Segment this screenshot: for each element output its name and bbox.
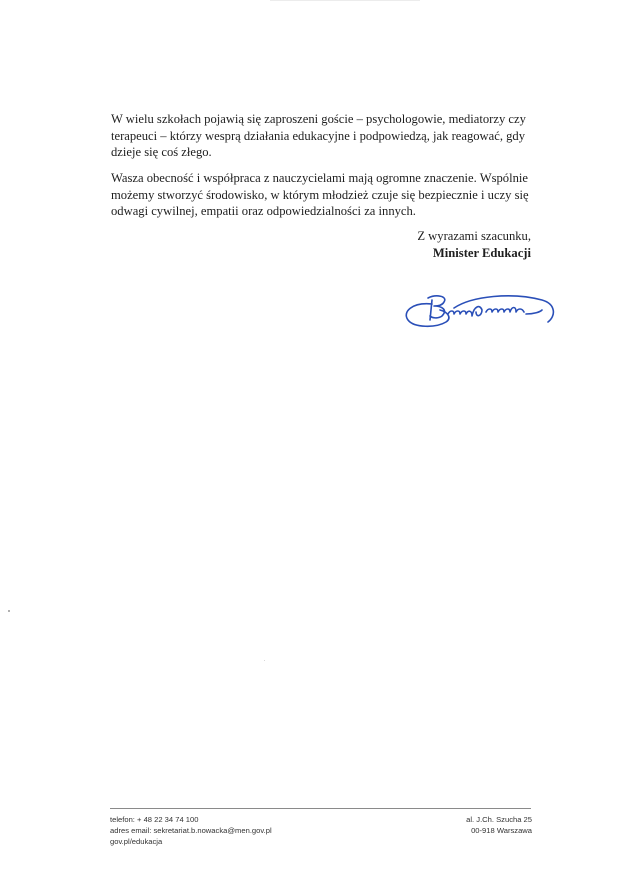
letter-paragraph-guests [111, 111, 531, 161]
paragraph-line: W wielu szkołach pojawią się zaproszeni goście – psychologowie, mediatorzy czy [111, 112, 526, 126]
footer-email: adres email: sekretariat.b.nowacka@men.gov.pl [110, 825, 272, 835]
letter-closing [417, 228, 531, 261]
footer-website: gov.pl/edukacja [110, 836, 163, 846]
scan-artifact-dot [264, 660, 265, 661]
signatory-title: Minister Edukacji [432, 245, 531, 260]
footer-divider [110, 808, 531, 809]
paragraph-line: odwagi cywilnej, empatii oraz odpowiedzialności za innych. [111, 204, 416, 218]
footer-phone: telefon: + 48 22 34 74 100 [110, 815, 199, 824]
letter-paragraph-cooperation [111, 170, 531, 220]
paragraph-line: dzieje się coś złego. [111, 145, 212, 159]
paragraph-line: terapeuci – którzy wesprą działania edukacyjne i podpowiedzą, jak reagować, gdy [111, 128, 526, 143]
footer-street: al. J.Ch. Szucha 25 [466, 815, 532, 824]
footer-address [466, 815, 532, 837]
paragraph-line: Wasza obecność i współpraca z nauczycielami mają ogromne znaczenie. Wspólnie [111, 171, 528, 185]
paragraph-line: możemy stworzyć środowisko, w którym młodzież czuje się bezpiecznie i uczy się [111, 187, 529, 202]
scan-artifact-dot [8, 610, 10, 612]
footer-contact [110, 815, 272, 847]
footer-city: 00-918 Warszawa [471, 825, 532, 835]
page-top-edge-mark [270, 0, 420, 1]
closing-greeting: Z wyrazami szacunku, [417, 229, 531, 243]
handwritten-signature-icon [402, 290, 558, 336]
